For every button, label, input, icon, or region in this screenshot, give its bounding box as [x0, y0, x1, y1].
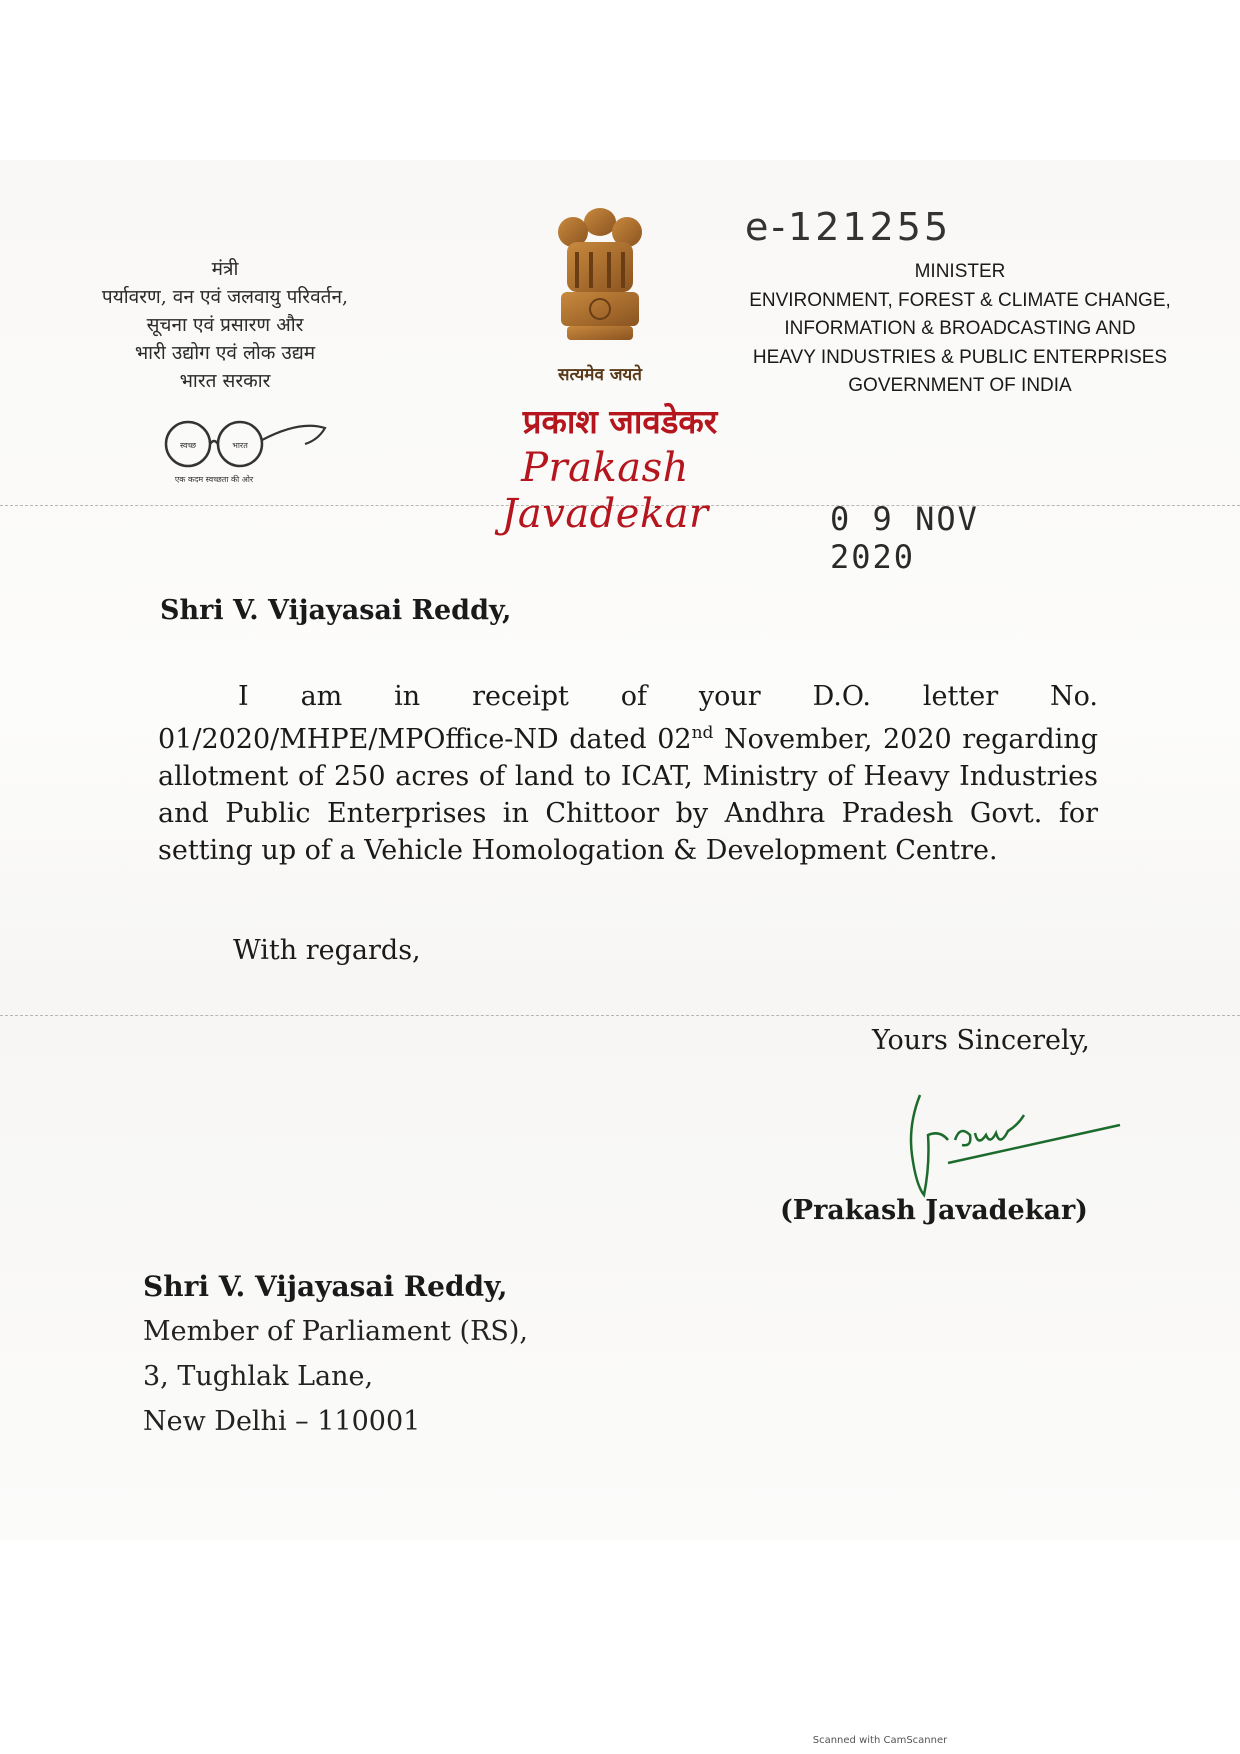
swachh-tagline: एक कदम स्वच्छता की ओर	[174, 475, 254, 484]
address-line: 3, Tughlak Lane,	[143, 1361, 374, 1392]
letter-body	[158, 678, 1098, 869]
yours-sincerely: Yours Sincerely,	[872, 1025, 1090, 1056]
designation-line: INFORMATION & BROADCASTING AND	[784, 318, 1136, 339]
hindi-line: भारत सरकार	[179, 370, 271, 392]
designation-line: HEAVY INDUSTRIES & PUBLIC ENTERPRISES	[752, 346, 1168, 368]
address-line: Member of Parliament (RS),	[143, 1316, 529, 1347]
swachh-left-text: स्वच्छ	[179, 441, 197, 450]
body-text-part: November, 2020 regarding allotment of 250 acres of land to ICAT, Ministry of Heavy Industries and Public Enterprises in Chittoor by Andhra Pradesh Govt. for setting up of a Vehicle Homologation & Development Centre.	[158, 724, 1098, 866]
salutation: Shri V. Vijayasai Reddy,	[160, 595, 512, 626]
emblem-motto: सत्यमेव जयते	[558, 365, 642, 385]
minister-name-hindi: प्रकाश जावडेकर	[522, 402, 718, 441]
hindi-line: पर्यावरण, वन एवं जलवायु परिवर्तन,	[101, 286, 349, 308]
designation-line: GOVERNMENT OF INDIA	[848, 375, 1072, 396]
minister-name-english: Prakash Javadekar	[501, 445, 709, 537]
designation-line: MINISTER	[914, 261, 1006, 282]
fold-line	[0, 1015, 1240, 1016]
swachh-right-text: भारत	[232, 441, 248, 450]
english-designation	[730, 258, 1190, 401]
designation-line: ENVIRONMENT, FOREST & CLIMATE CHANGE,	[749, 289, 1171, 311]
signatory-name: (Prakash Javadekar)	[780, 1195, 1088, 1226]
closing-regards: With regards,	[233, 935, 421, 966]
ordinal-superscript: nd	[691, 723, 714, 743]
body-text-part: I am in receipt of your D.O. letter No. 01/2020/MHPE/MPOffice-ND dated 02	[158, 681, 1098, 755]
hindi-line: भारी उद्योग एवं लोक उद्यम	[134, 342, 316, 364]
hindi-designation	[50, 255, 400, 395]
addressee-name: Shri V. Vijayasai Reddy,	[143, 1270, 508, 1303]
handwritten-signature	[900, 1085, 1130, 1205]
scanner-watermark: Scanned with CamScanner	[812, 1735, 948, 1746]
national-emblem-icon	[545, 200, 655, 355]
hindi-line: सूचना एवं प्रसारण और	[146, 314, 304, 336]
swachh-bharat-logo	[150, 410, 330, 490]
address-line: New Delhi – 110001	[143, 1406, 421, 1437]
hindi-line: मंत्री	[211, 258, 239, 280]
date-stamp: 0 9 NOV 2020	[830, 500, 979, 576]
handwritten-reference-number: e-121255	[745, 205, 952, 249]
